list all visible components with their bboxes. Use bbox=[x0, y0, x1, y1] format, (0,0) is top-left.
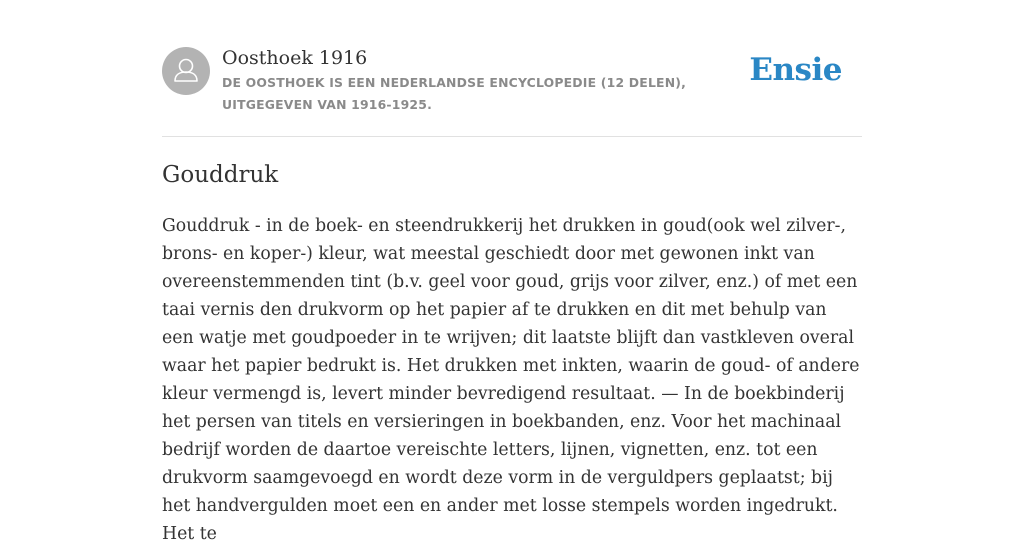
user-icon bbox=[162, 47, 210, 95]
source-avatar[interactable] bbox=[162, 47, 210, 95]
source-title[interactable]: Oosthoek 1916 bbox=[222, 47, 368, 69]
ensie-logo[interactable]: Ensie bbox=[749, 52, 842, 88]
source-description: DE OOSTHOEK IS EEN NEDERLANDSE ENCYCLOPEDIE (12 DELEN), UITGEGEVEN VAN 1916-1925. bbox=[222, 75, 687, 112]
entry-title: Gouddruk bbox=[162, 162, 279, 188]
entry-body: Gouddruk - in de boek- en steendrukkerij het drukken in goud(ook wel zilver-, brons- en koper-) kleur, wat meestal geschiedt door met gewonen inkt van overeenstemmenden tint (b.v. geel voor goud, grijs voor zilver, enz.) of met een taai vernis den drukvorm op het papier af te drukken en dit met behulp van een watje met goudpoeder in te wrijven; dit laatste blijft dan vastkleven overal waar het papier bedrukt is. Het drukken met inkten, waarin de goud- of andere kleur vermengd is, levert minder bevredigend resultaat. — In de boekbinderij het persen van titels en versieringen in boekbanden, enz. Voor het machinaal bedrijf worden de daartoe vereischte letters, lijnen, vignetten, enz. tot een drukvorm saamgevoegd en wordt deze vorm in de verguldpers geplaatst; bij het handvergulden moet een en ander met losse stempels worden ingedrukt. Het te bbox=[162, 216, 860, 544]
source-header bbox=[162, 46, 862, 137]
